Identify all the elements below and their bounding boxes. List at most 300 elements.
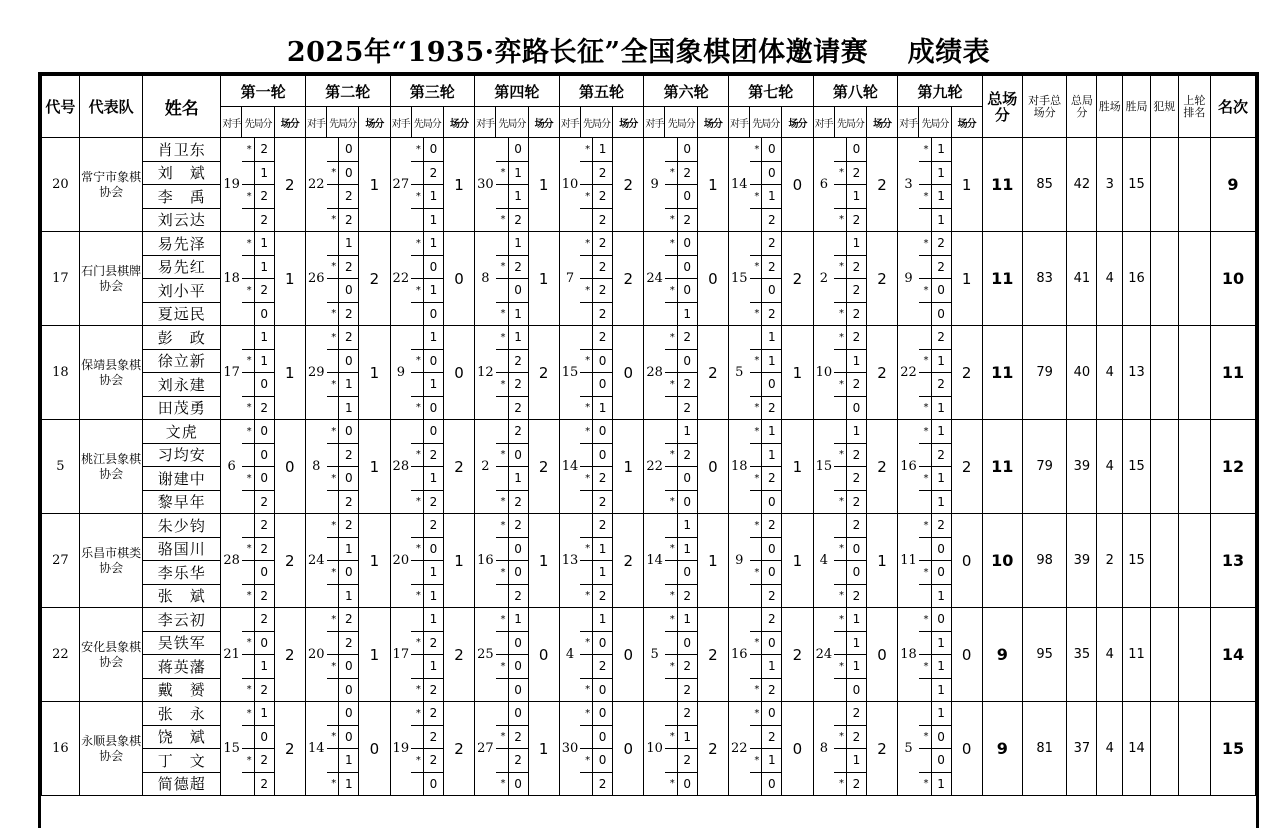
first-move-marker — [496, 420, 508, 444]
game-score: 2 — [931, 232, 951, 256]
header-opp: 对手 — [728, 107, 749, 138]
team-total: 9 — [982, 608, 1022, 702]
first-move-marker — [327, 396, 339, 420]
first-move-marker: * — [834, 537, 846, 561]
first-move-marker: * — [242, 232, 254, 256]
round-opponent: 9 — [728, 514, 749, 608]
first-move-marker: * — [411, 702, 423, 726]
round-match-score: 2 — [443, 702, 474, 796]
first-move-marker — [834, 138, 846, 162]
team-wins-game: 15 — [1123, 138, 1151, 232]
game-score: 2 — [508, 584, 528, 608]
game-score: 2 — [339, 185, 359, 209]
first-move-marker: * — [834, 326, 846, 350]
round-opponent: 16 — [728, 608, 749, 702]
first-move-marker — [411, 514, 423, 538]
header-match-score: 场分 — [274, 107, 305, 138]
game-score: 1 — [423, 185, 443, 209]
first-move-marker — [750, 772, 762, 796]
first-move-marker — [580, 514, 592, 538]
game-score: 2 — [593, 584, 613, 608]
game-score: 2 — [677, 396, 697, 420]
game-score: 2 — [423, 725, 443, 749]
first-move-marker: * — [750, 302, 762, 326]
round-opponent: 26 — [305, 232, 326, 326]
first-move-marker: * — [496, 255, 508, 279]
first-move-marker — [327, 349, 339, 373]
first-move-marker: * — [327, 725, 339, 749]
first-move-marker: * — [750, 138, 762, 162]
game-score: 0 — [846, 561, 866, 585]
first-move-marker — [919, 631, 931, 655]
header-team: 代表队 — [79, 76, 142, 138]
round-opponent: 28 — [644, 326, 665, 420]
round-match-score: 0 — [274, 420, 305, 514]
player-name: 刘 斌 — [143, 161, 221, 185]
team-total-game: 35 — [1067, 608, 1097, 702]
round-match-score: 1 — [443, 138, 474, 232]
game-score: 0 — [677, 467, 697, 491]
round-match-score: 2 — [782, 608, 813, 702]
team-total-game: 40 — [1067, 326, 1097, 420]
game-score: 2 — [508, 208, 528, 232]
header-wins-match: 胜场 — [1097, 76, 1123, 138]
round-opponent: 22 — [898, 326, 919, 420]
team-opp-total: 83 — [1022, 232, 1067, 326]
team-name: 桃江县象棋协会 — [79, 420, 142, 514]
game-score: 1 — [762, 185, 782, 209]
game-score: 2 — [677, 655, 697, 679]
first-move-marker: * — [242, 678, 254, 702]
game-score: 0 — [254, 725, 274, 749]
round-match-score: 2 — [782, 232, 813, 326]
first-move-marker: * — [665, 326, 677, 350]
game-score: 2 — [931, 326, 951, 350]
game-score: 2 — [508, 373, 528, 397]
game-score: 1 — [339, 232, 359, 256]
first-move-marker: * — [580, 702, 592, 726]
first-move-marker: * — [580, 279, 592, 303]
team-rank: 10 — [1210, 232, 1255, 326]
first-move-marker: * — [665, 443, 677, 467]
game-score: 1 — [846, 349, 866, 373]
game-score: 0 — [508, 772, 528, 796]
round-opponent: 30 — [475, 138, 496, 232]
header-round: 第七轮 — [728, 76, 813, 107]
first-move-marker: * — [496, 208, 508, 232]
first-move-marker — [580, 161, 592, 185]
first-move-marker: * — [327, 514, 339, 538]
game-score: 0 — [339, 420, 359, 444]
round-match-score: 1 — [782, 326, 813, 420]
game-score: 2 — [846, 208, 866, 232]
team-prev-rank — [1178, 514, 1210, 608]
team-wins-match: 4 — [1097, 326, 1123, 420]
game-score: 2 — [677, 584, 697, 608]
first-move-marker: * — [750, 349, 762, 373]
player-name: 戴 赟 — [143, 678, 221, 702]
first-move-marker: * — [750, 514, 762, 538]
round-opponent: 10 — [644, 702, 665, 796]
game-score: 1 — [846, 655, 866, 679]
header-round: 第九轮 — [898, 76, 983, 107]
team-rank: 9 — [1210, 138, 1255, 232]
game-score: 1 — [846, 749, 866, 773]
first-move-marker — [665, 749, 677, 773]
game-score: 0 — [508, 561, 528, 585]
first-move-marker: * — [580, 349, 592, 373]
first-move-marker — [327, 443, 339, 467]
game-score: 0 — [339, 655, 359, 679]
game-score: 2 — [423, 631, 443, 655]
round-match-score: 2 — [866, 702, 897, 796]
header-total-game: 总局分 — [1067, 76, 1097, 138]
first-move-marker: * — [834, 725, 846, 749]
first-move-marker — [750, 279, 762, 303]
first-move-marker — [750, 655, 762, 679]
first-move-marker: * — [496, 655, 508, 679]
game-score: 2 — [677, 326, 697, 350]
player-name: 田茂勇 — [143, 396, 221, 420]
team-prev-rank — [1178, 420, 1210, 514]
first-move-marker: * — [750, 420, 762, 444]
header-match-score: 场分 — [613, 107, 644, 138]
game-score: 2 — [677, 749, 697, 773]
first-move-marker: * — [834, 302, 846, 326]
game-score: 2 — [593, 279, 613, 303]
first-move-marker — [750, 161, 762, 185]
game-score: 1 — [931, 138, 951, 162]
game-score: 0 — [508, 537, 528, 561]
round-opponent: 9 — [898, 232, 919, 326]
round-match-score: 0 — [697, 420, 728, 514]
first-move-marker — [750, 608, 762, 632]
first-move-marker — [580, 302, 592, 326]
round-match-score: 2 — [866, 232, 897, 326]
game-score: 0 — [339, 467, 359, 491]
team-rank: 12 — [1210, 420, 1255, 514]
team-name: 乐昌市棋类协会 — [79, 514, 142, 608]
first-move-marker — [496, 396, 508, 420]
game-score: 0 — [508, 279, 528, 303]
game-score: 0 — [762, 490, 782, 514]
game-score: 1 — [931, 420, 951, 444]
game-score: 1 — [931, 161, 951, 185]
team-total-game: 39 — [1067, 514, 1097, 608]
game-score: 0 — [508, 702, 528, 726]
player-name: 李云初 — [143, 608, 221, 632]
first-move-marker — [665, 420, 677, 444]
round-opponent: 10 — [813, 326, 834, 420]
first-move-marker — [580, 255, 592, 279]
game-score: 2 — [931, 443, 951, 467]
game-score: 1 — [593, 537, 613, 561]
first-move-marker — [919, 749, 931, 773]
team-foul — [1150, 138, 1178, 232]
round-opponent: 20 — [390, 514, 411, 608]
first-move-marker: * — [665, 725, 677, 749]
game-score: 1 — [423, 279, 443, 303]
first-move-marker: * — [750, 185, 762, 209]
round-opponent: 17 — [221, 326, 242, 420]
first-move-marker: * — [496, 561, 508, 585]
first-move-marker — [834, 631, 846, 655]
team-total-game: 37 — [1067, 702, 1097, 796]
game-score: 1 — [254, 655, 274, 679]
game-score: 1 — [508, 161, 528, 185]
first-move-marker: * — [834, 443, 846, 467]
first-move-marker — [411, 208, 423, 232]
first-move-marker: * — [665, 208, 677, 232]
round-match-score: 2 — [528, 326, 559, 420]
game-score: 0 — [339, 161, 359, 185]
game-score: 2 — [423, 678, 443, 702]
game-score: 2 — [254, 185, 274, 209]
game-score: 2 — [508, 420, 528, 444]
round-match-score: 1 — [359, 420, 390, 514]
team-name: 石门县棋牌协会 — [79, 232, 142, 326]
first-move-marker — [496, 702, 508, 726]
header-foul: 犯规 — [1150, 76, 1178, 138]
game-score: 1 — [931, 702, 951, 726]
round-opponent: 15 — [221, 702, 242, 796]
round-match-score: 2 — [697, 702, 728, 796]
game-score: 0 — [846, 396, 866, 420]
round-match-score: 0 — [613, 608, 644, 702]
team-name: 常宁市象棋协会 — [79, 138, 142, 232]
round-match-score: 1 — [782, 420, 813, 514]
game-score: 1 — [762, 443, 782, 467]
game-score: 0 — [508, 678, 528, 702]
first-move-marker: * — [665, 373, 677, 397]
first-move-marker — [580, 561, 592, 585]
first-move-marker: * — [496, 161, 508, 185]
header-opp: 对手 — [475, 107, 496, 138]
game-score: 1 — [677, 420, 697, 444]
player-name: 易先泽 — [143, 232, 221, 256]
player-name: 朱少钧 — [143, 514, 221, 538]
player-name: 习均安 — [143, 443, 221, 467]
game-score: 2 — [508, 349, 528, 373]
team-wins-match: 3 — [1097, 138, 1123, 232]
team-wins-match: 2 — [1097, 514, 1123, 608]
first-move-marker — [327, 232, 339, 256]
round-match-score: 0 — [866, 608, 897, 702]
team-opp-total: 79 — [1022, 326, 1067, 420]
first-move-marker: * — [665, 279, 677, 303]
game-score: 2 — [339, 514, 359, 538]
first-move-marker: * — [411, 396, 423, 420]
first-move-marker — [834, 232, 846, 256]
first-move-marker: * — [496, 490, 508, 514]
first-move-marker — [580, 490, 592, 514]
header-match-score: 场分 — [866, 107, 897, 138]
game-score: 2 — [931, 373, 951, 397]
player-name: 谢建中 — [143, 467, 221, 491]
first-move-marker — [750, 584, 762, 608]
round-match-score: 2 — [274, 138, 305, 232]
game-score: 0 — [931, 749, 951, 773]
game-score: 2 — [339, 631, 359, 655]
round-match-score: 2 — [274, 514, 305, 608]
first-move-marker: * — [327, 373, 339, 397]
first-move-marker — [242, 514, 254, 538]
game-score: 0 — [423, 420, 443, 444]
round-match-score: 1 — [359, 608, 390, 702]
round-opponent: 15 — [559, 326, 580, 420]
game-score: 0 — [846, 138, 866, 162]
header-code: 代号 — [42, 76, 80, 138]
round-match-score: 0 — [951, 702, 982, 796]
round-match-score: 0 — [528, 608, 559, 702]
game-score: 1 — [254, 232, 274, 256]
first-move-marker — [242, 302, 254, 326]
first-move-marker — [665, 302, 677, 326]
game-score: 2 — [762, 584, 782, 608]
game-score: 1 — [931, 631, 951, 655]
game-score: 0 — [677, 631, 697, 655]
game-score: 1 — [339, 584, 359, 608]
header-first-game: 先局分 — [665, 107, 697, 138]
game-score: 2 — [508, 749, 528, 773]
round-opponent: 6 — [221, 420, 242, 514]
first-move-marker: * — [496, 608, 508, 632]
game-score: 0 — [593, 702, 613, 726]
first-move-marker: * — [919, 232, 931, 256]
first-move-marker — [919, 326, 931, 350]
first-move-marker: * — [411, 537, 423, 561]
game-score: 2 — [593, 514, 613, 538]
first-move-marker — [242, 326, 254, 350]
game-score: 2 — [254, 772, 274, 796]
game-score: 0 — [339, 349, 359, 373]
first-move-marker: * — [834, 161, 846, 185]
round-opponent: 24 — [813, 608, 834, 702]
first-move-marker: * — [411, 584, 423, 608]
game-score: 0 — [931, 537, 951, 561]
round-match-score: 1 — [443, 514, 474, 608]
round-match-score: 1 — [528, 138, 559, 232]
game-score: 0 — [677, 185, 697, 209]
game-score: 1 — [931, 467, 951, 491]
first-move-marker — [580, 655, 592, 679]
round-match-score: 1 — [528, 232, 559, 326]
game-score: 0 — [762, 702, 782, 726]
game-score: 2 — [339, 490, 359, 514]
game-score: 2 — [762, 396, 782, 420]
first-move-marker: * — [580, 678, 592, 702]
team-wins-game: 14 — [1123, 702, 1151, 796]
game-score: 1 — [931, 490, 951, 514]
game-score: 0 — [423, 537, 443, 561]
game-score: 0 — [762, 537, 782, 561]
header-opp-total: 对手总场分 — [1022, 76, 1067, 138]
game-score: 1 — [677, 514, 697, 538]
round-match-score: 1 — [613, 420, 644, 514]
game-score: 2 — [846, 302, 866, 326]
round-opponent: 27 — [475, 702, 496, 796]
round-match-score: 0 — [613, 326, 644, 420]
first-move-marker: * — [919, 279, 931, 303]
first-move-marker: * — [919, 396, 931, 420]
game-score: 2 — [339, 208, 359, 232]
game-score: 2 — [508, 396, 528, 420]
game-score: 1 — [254, 326, 274, 350]
round-opponent: 24 — [644, 232, 665, 326]
page-title: 2025年“1935·弈路长征”全国象棋团体邀请赛 成绩表 — [286, 37, 991, 68]
game-score: 2 — [339, 608, 359, 632]
game-score: 2 — [593, 185, 613, 209]
game-score: 2 — [254, 396, 274, 420]
header-first-game: 先局分 — [834, 107, 866, 138]
first-move-marker: * — [919, 725, 931, 749]
game-score: 0 — [762, 161, 782, 185]
game-score: 2 — [677, 161, 697, 185]
header-wins-game: 胜局 — [1123, 76, 1151, 138]
game-score: 1 — [508, 232, 528, 256]
game-score: 2 — [254, 208, 274, 232]
game-score: 0 — [593, 678, 613, 702]
first-move-marker: * — [834, 255, 846, 279]
header-first-game: 先局分 — [242, 107, 274, 138]
game-score: 0 — [593, 725, 613, 749]
first-move-marker — [411, 561, 423, 585]
game-score: 1 — [762, 349, 782, 373]
team-wins-match: 4 — [1097, 232, 1123, 326]
round-match-score: 2 — [359, 232, 390, 326]
game-score: 2 — [846, 725, 866, 749]
first-move-marker: * — [327, 772, 339, 796]
game-score: 0 — [254, 443, 274, 467]
round-opponent: 22 — [644, 420, 665, 514]
round-opponent: 18 — [728, 420, 749, 514]
round-opponent: 18 — [898, 608, 919, 702]
first-move-marker — [411, 302, 423, 326]
player-name: 简德超 — [143, 772, 221, 796]
player-name: 张 永 — [143, 702, 221, 726]
team-total: 11 — [982, 326, 1022, 420]
round-match-score: 1 — [359, 138, 390, 232]
round-match-score: 2 — [697, 326, 728, 420]
game-score: 0 — [677, 279, 697, 303]
game-score: 1 — [339, 772, 359, 796]
first-move-marker — [580, 443, 592, 467]
first-move-marker — [750, 443, 762, 467]
game-score: 1 — [423, 608, 443, 632]
team-foul — [1150, 702, 1178, 796]
game-score: 1 — [423, 655, 443, 679]
round-opponent: 24 — [305, 514, 326, 608]
first-move-marker — [919, 302, 931, 326]
first-move-marker: * — [242, 537, 254, 561]
first-move-marker: * — [242, 138, 254, 162]
game-score: 2 — [423, 514, 443, 538]
game-score: 0 — [931, 725, 951, 749]
player-name: 易先红 — [143, 255, 221, 279]
player-name: 吴铁军 — [143, 631, 221, 655]
first-move-marker: * — [750, 702, 762, 726]
game-score: 1 — [846, 185, 866, 209]
round-opponent: 15 — [728, 232, 749, 326]
first-move-marker — [242, 255, 254, 279]
round-opponent: 12 — [475, 326, 496, 420]
team-name: 安化县象棋协会 — [79, 608, 142, 702]
round-match-score: 2 — [274, 608, 305, 702]
game-score: 2 — [254, 608, 274, 632]
game-score: 2 — [254, 678, 274, 702]
game-score: 1 — [762, 420, 782, 444]
team-name: 保靖县象棋协会 — [79, 326, 142, 420]
